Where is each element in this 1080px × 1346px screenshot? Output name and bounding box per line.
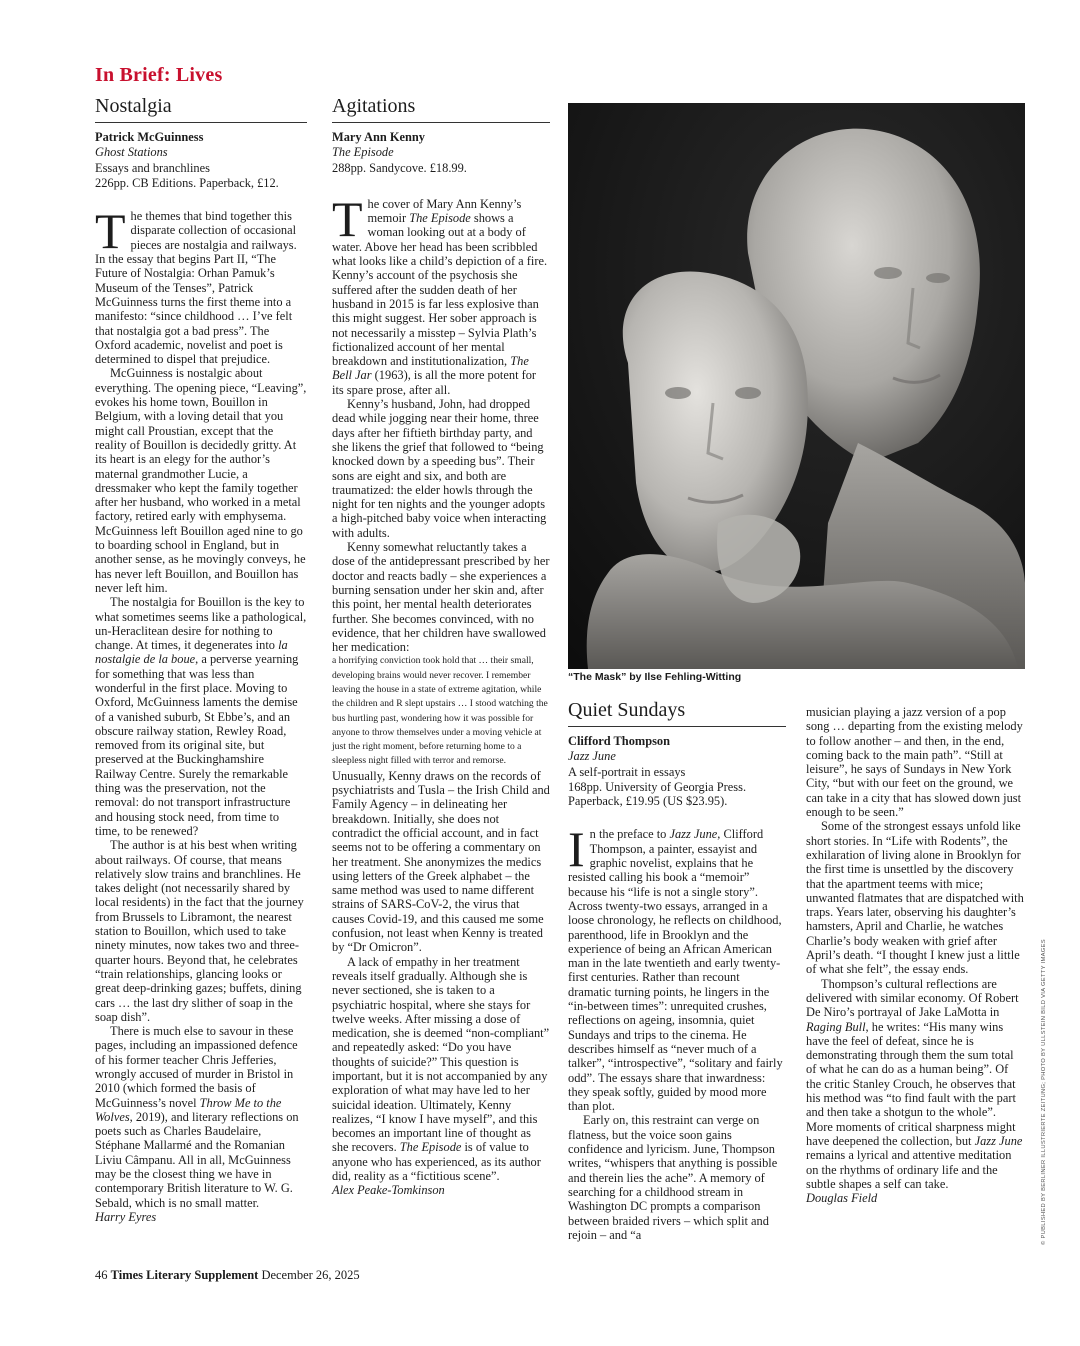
review-quiet-sundays-continued	[806, 705, 1024, 1205]
photo-credit: © PUBLISHED BY BERLINER ILLUSTRIERTE ZEITUNG; PHOTO BY ULLSTEIN BILD VIA GETTY IMAGES	[1041, 939, 1047, 1245]
review-body	[568, 821, 786, 1242]
publication-name: Times Literary Supplement	[110, 1268, 259, 1282]
sculpture-photo	[568, 103, 1025, 669]
page-footer	[95, 1268, 360, 1283]
paragraph: Some of the strongest essays unfold like short stories. In “Life with Rodents”, the exhilaration of living alone in Brooklyn for the first time is unsettled by the discovery that the apartment teems with mice; unwanted flatmates that are dispatched with traps. Years later, observing his daughter’s hamsters, April and Charlie, he watches Charlie’s body weaken with grief after April’s death. “I thought I knew just a little of what she felt”, the essay ends.	[806, 819, 1024, 977]
sculpture-image	[568, 103, 1025, 669]
review-heading: Quiet Sundays	[568, 698, 786, 727]
section-title: In Brief: Lives	[95, 64, 223, 86]
book-author: Mary Ann Kenny	[332, 130, 425, 144]
drop-cap: T	[95, 203, 126, 260]
reviewer-byline: Douglas Field	[806, 1191, 878, 1206]
reviewer-byline: Alex Peake-Tomkinson	[332, 1183, 445, 1198]
book-title: Ghost Stations	[95, 145, 168, 160]
page-number: 46	[95, 1268, 108, 1282]
drop-cap: T	[332, 190, 363, 247]
paragraph: In the preface to Jazz June, Clifford Thompson, a painter, essayist and graphic novelist, explains that he resisted calling his book a “memoir” because his “life is not a single story”. Across twenty-two essays, arranged in a loose chronology, he reflects on childhood, parenthood, life in Brooklyn and the experience of being an African American man in the late twentieth and early twenty-first centuries. Rather than recount dramatic turning points, he lingers in the “in-between times”: unrequited crushes, reflections on ageing, insomnia, quiet Sundays and trips to the cinema. He describes himself as “never much of a talker”, “introspective”, “solitary and fairly odd”. The essays share that inwardness: they speak softly, guided by mood more than plot.	[568, 821, 783, 1114]
paragraph: There is much else to savour in these pages, including an impassioned defence of his former teacher Chris Jefferies, wrongly accused of murder in Bristol in 2010 (which formed the basis of McGuinness’s novel Throw Me to the Wolves, 2019), and literary reflections on poets such as Charles Baudelaire, Stéphane Mallarmé and the Romanian Liviu Câmpanu. All in all, McGuinness may be the closest thing we have in contemporary British literature to W. G. Sebald, which is no small matter.	[95, 1024, 299, 1210]
paragraph: Kenny’s husband, John, had dropped dead while jogging near their home, three days after her fiftieth birthday party, and she likens the grief that followed to “being knocked down by a speeding bus”. Their sons are eight and six, and both are traumatized: the elder howls through the night for ten nights and the younger adopts a high-pitched baby voice when interacting with adults.	[332, 397, 547, 540]
paragraph: Unusually, Kenny draws on the records of psychiatrists and Tusla – the Irish Child and Family Agency – in delineating her breakdown. Initially, she does not contradict the official account, and in fact seems not to be offering a commentary on her treatment. She anonymizes the medics using letters of the Greek alphabet – the same method was used to name different strains of SARS-CoV-2, the virus that causes Covid-19, and this caused me some confusion, not least when Kenny is treated by “Dr Omicron”.	[332, 768, 550, 955]
book-author: Patrick McGuinness	[95, 130, 204, 144]
book-title: Jazz June	[568, 749, 616, 764]
paragraph: A lack of empathy in her treatment reveals itself gradually. Although she is never sectioned, she is taken to a psychiatric hospital, where she stays for twelve weeks. After missing a dose of medication, she is deemed “non-compliant” and repeatedly asked: “Do you have thoughts of suicide?” This question is important, but it is not accompanied by any exploration of what may have led to her suicidal ideation. Ultimately, Kenny realizes, “I know I have myself”, and this becomes an important line of thought as she recovers. The Episode is of value to anyone who has experienced, as its author did, reality as a “fictitious scene”.	[332, 954, 550, 1184]
review-heading: Agitations	[332, 94, 550, 123]
book-publication: 226pp. CB Editions. Paperback, £12.	[95, 175, 279, 190]
paragraph: The cover of Mary Ann Kenny’s memoir The Episode shows a woman looking out at a body of water. Above her head has been scribbled what looks like a child’s depiction of a fire. Kenny’s account of the psychosis she suffered after the sudden death of her husband in 2015 is far less explosive than this might suggest. Her sober approach is not necessarily a misstep – Sylvia Plath’s fictionalized account of her mental breakdown and institutionalization, The Bell Jar (1963), is all the more potent for its spare prose, after all.	[332, 190, 548, 397]
paragraph: The author is at his best when writing about railways. Of course, that means relatively slow trains and branchlines. He takes delight (not necessarily shared by local residents) in the fact that the journey from Brussels to Libramont, the nearest station to Bouillon, which used to take ninety minutes, now takes two and three-quarter hours. Beyond that, he celebrates “train relationships, glancing looks or great deep-drinking gazes; buffets, dining cars … the last dry slither of soap in the soap dish”.	[95, 838, 304, 1024]
paragraph: The themes that bind together this disparate collection of occasional pieces are nostalgia and railways. In the essay that begins Part II, “The Future of Nostalgia: Orhan Pamuk’s Museum of the Tenses”, Patrick McGuinness turns the first theme into a manifesto: “since childhood … I’ve felt that nostalgia got a bad press”. The Oxford academic, novelist and poet is determined to dispel that prejudice.	[95, 203, 297, 367]
review-quiet-sundays	[568, 698, 786, 1242]
book-subtitle: Essays and branchlines	[95, 160, 210, 175]
review-body	[806, 705, 1024, 1205]
issue-date: December 26, 2025	[261, 1268, 360, 1282]
drop-cap: I	[568, 821, 585, 878]
paragraph: musician playing a jazz version of a pop song … departing from the existing melody to follow another – and then, in the end, coming back to the main path”. “Still at leisure”, he says of Sundays in New York City, “but with our feet on the ground, we can take in a city that has slowed down just enough to be seen.”	[806, 705, 1023, 820]
book-author: Clifford Thompson	[568, 734, 671, 748]
book-title: The Episode	[332, 145, 394, 160]
paragraph: The nostalgia for Bouillon is the key to what sometimes seems like a pathological, un-Heraclitean desire for nothing to change. At times, it degenerates into la nostalgie de la boue, a perverse yearning for something that was less than wonderful in the first place. Moving to Oxford, McGuinness laments the demise of a vanished suburb, St Ebbe’s, and an obscure railway station, Rewley Road, removed from its original site, but preserved at the Buckinghamshire Railway Centre. Surely the remarkable thing was the preservation, not the removal: do not transport infrastructure and housing stock need, from time to time, to be renewed?	[95, 595, 307, 838]
book-publication: 168pp. University of Georgia Press. Paperback, £19.95 (US $23.95).	[568, 779, 747, 809]
reviewer-byline: Harry Eyres	[95, 1209, 157, 1224]
review-body	[332, 190, 550, 1198]
paragraph: Kenny somewhat reluctantly takes a dose of the antidepressant prescribed by her doctor and reacts badly – she experiences a burning sensation under her skin and, after this point, her mental health deteriorates further. She becomes convinced, with no evidence, that her children have swallowed her medication:	[332, 540, 550, 655]
block-quote: a horrifying conviction took hold that … their small, developing brains would never recover. I remember leaving the house in a state of extreme agitation, while the children and R slept upstairs … I stood watching the bus hurtling past, wondering how it was possible for anyone to throw themselves under a moving vehicle at just the right moment, before returning home to a sleepless night filled with terror and remorse.	[332, 655, 548, 767]
review-nostalgia	[95, 94, 307, 1224]
paragraph: Early on, this restraint can verge on flatness, but the voice soon gains confidence and lyricism. June, Thompson writes, “whispers that anything is possible and therein lies the ache”. A memory of searching for a childhood stream in Washington DC prompts a comparison between braided rivers – which split and rejoin – and “a	[568, 1113, 778, 1242]
review-agitations	[332, 94, 550, 1198]
review-heading: Nostalgia	[95, 94, 307, 123]
paragraph: Thompson’s cultural reflections are delivered with similar economy. Of Robert De Niro’s portrayal of Jake LaMotta in Raging Bull, he writes: “His many wins have the feel of defeat, since he is demonstrating through them the sum total of what he can do as a human being”. Of the critic Stanley Crouch, he observes that his method was “to find fault with the part and then take a shotgun to the whole”. More moments of critical sharpness might have deepened the collection, but Jazz June remains a lyrical and attentive meditation on the rhythms of ordinary life and the subtle shapes a self can take.	[806, 976, 1023, 1191]
paragraph: McGuinness is nostalgic about everything. The opening piece, “Leaving”, evokes his home town, Bouillon in Belgium, with a loving detail that you might call Proustian, except that the reality of Bouillon is decidedly gritty. At its heart is an elegy for the author’s maternal grandmother Lucie, a dressmaker who kept the family together after her husband, who worked in a metal factory, retired early with emphysema. McGuinness left Bouillon aged nine to go to boarding school in England, but in another sense, as he movingly conveys, he has never left Bouillon, and Bouillon has never left him.	[95, 366, 307, 595]
book-publication: 288pp. Sandycove. £18.99.	[332, 160, 467, 175]
book-subtitle: A self-portrait in essays	[568, 764, 686, 779]
review-body	[95, 203, 307, 1224]
photo-caption: “The Mask” by Ilse Fehling-Witting	[568, 671, 742, 683]
